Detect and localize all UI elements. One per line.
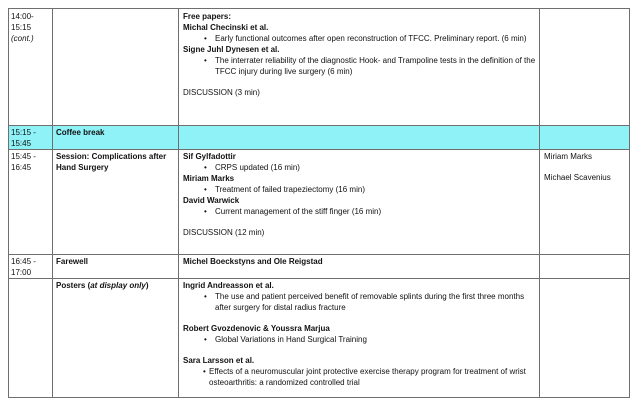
poster-title: • Effects of a neuromuscular joint protective exercise therapy program for treatment of wrist osteoarthritis: a randomized controlled trial [183, 366, 538, 388]
time-start: 14:00- [11, 12, 34, 21]
time-start: 15:15 - [11, 128, 36, 137]
content-cell [183, 280, 538, 388]
grid-line [8, 149, 630, 150]
speaker-name: Robert Gvozdenovic & Youssra Marjua [183, 324, 330, 333]
talk-title: • CRPS updated (16 min) [183, 162, 538, 173]
program-table [8, 8, 630, 398]
posters-label-end: ) [145, 281, 149, 290]
discussion-note: DISCUSSION (12 min) [183, 228, 265, 237]
poster-title: • Global Variations in Hand Surgical Training [183, 334, 538, 345]
session-title [56, 280, 180, 291]
grid-line [8, 125, 630, 126]
chairs-cell [544, 151, 628, 183]
time-end: 17:00 [11, 268, 32, 277]
time-start: 16:45 - [11, 257, 36, 266]
content-cell [183, 256, 538, 267]
speaker-name: Michal Checinski et al. [183, 23, 269, 32]
talk-title: • Early functional outcomes after open reconstruction of TFCC. Preliminary report. (6 min) [183, 33, 538, 44]
time-cell [11, 256, 51, 278]
talk-title: • Treatment of failed trapeziectomy (16 min) [183, 184, 538, 195]
talk-title: • The interrater reliability of the diagnostic Hook- and Trampoline tests in the definition of the TFCC injury during live surgery (6 min) [183, 55, 538, 77]
discussion-note: DISCUSSION (3 min) [183, 88, 260, 97]
grid-line [8, 8, 9, 398]
time-end: 15:45 [11, 139, 32, 148]
section-heading: Free papers: [183, 12, 232, 21]
time-note: (cont.) [11, 34, 34, 43]
speaker-name: Miriam Marks [183, 174, 235, 183]
time-end: 16:45 [11, 163, 32, 172]
content-cell [183, 151, 538, 238]
content-cell [183, 11, 538, 98]
speaker-name: Sif Gylfadottir [183, 152, 236, 161]
grid-line [8, 8, 630, 9]
time-start: 15:45 - [11, 152, 36, 161]
grid-line [52, 8, 53, 398]
speaker-name: David Warwick [183, 196, 240, 205]
posters-label-note: at display only [90, 281, 146, 290]
grid-line [178, 8, 179, 398]
grid-line [539, 8, 540, 398]
session-title: Session: Complications after Hand Surgery [56, 152, 167, 172]
time-cell [11, 11, 51, 44]
speaker-name: Ingrid Andreasson et al. [183, 281, 274, 290]
chair-name: Miriam Marks [544, 152, 592, 161]
speaker-name: Michel Boeckstyns and Ole Reigstad [183, 257, 323, 266]
posters-label: Posters ( [56, 281, 91, 290]
time-cell [11, 151, 51, 173]
session-title: Farewell [56, 257, 89, 266]
grid-line [629, 8, 630, 398]
poster-title: • The use and patient perceived benefit of removable splints during the first three months after surgery for distal radius fracture [183, 291, 538, 313]
time-cell [11, 127, 51, 149]
talk-title: • Current management of the stiff finger (16 min) [183, 206, 538, 217]
time-end: 15:15 [11, 23, 32, 32]
grid-line [8, 254, 630, 255]
session-title: Coffee break [56, 128, 105, 137]
speaker-name: Sara Larsson et al. [183, 356, 255, 365]
grid-line [8, 397, 630, 398]
speaker-name: Signe Juhl Dynesen et al. [183, 45, 280, 54]
chair-name: Michael Scavenius [544, 173, 611, 182]
grid-line [8, 278, 630, 279]
